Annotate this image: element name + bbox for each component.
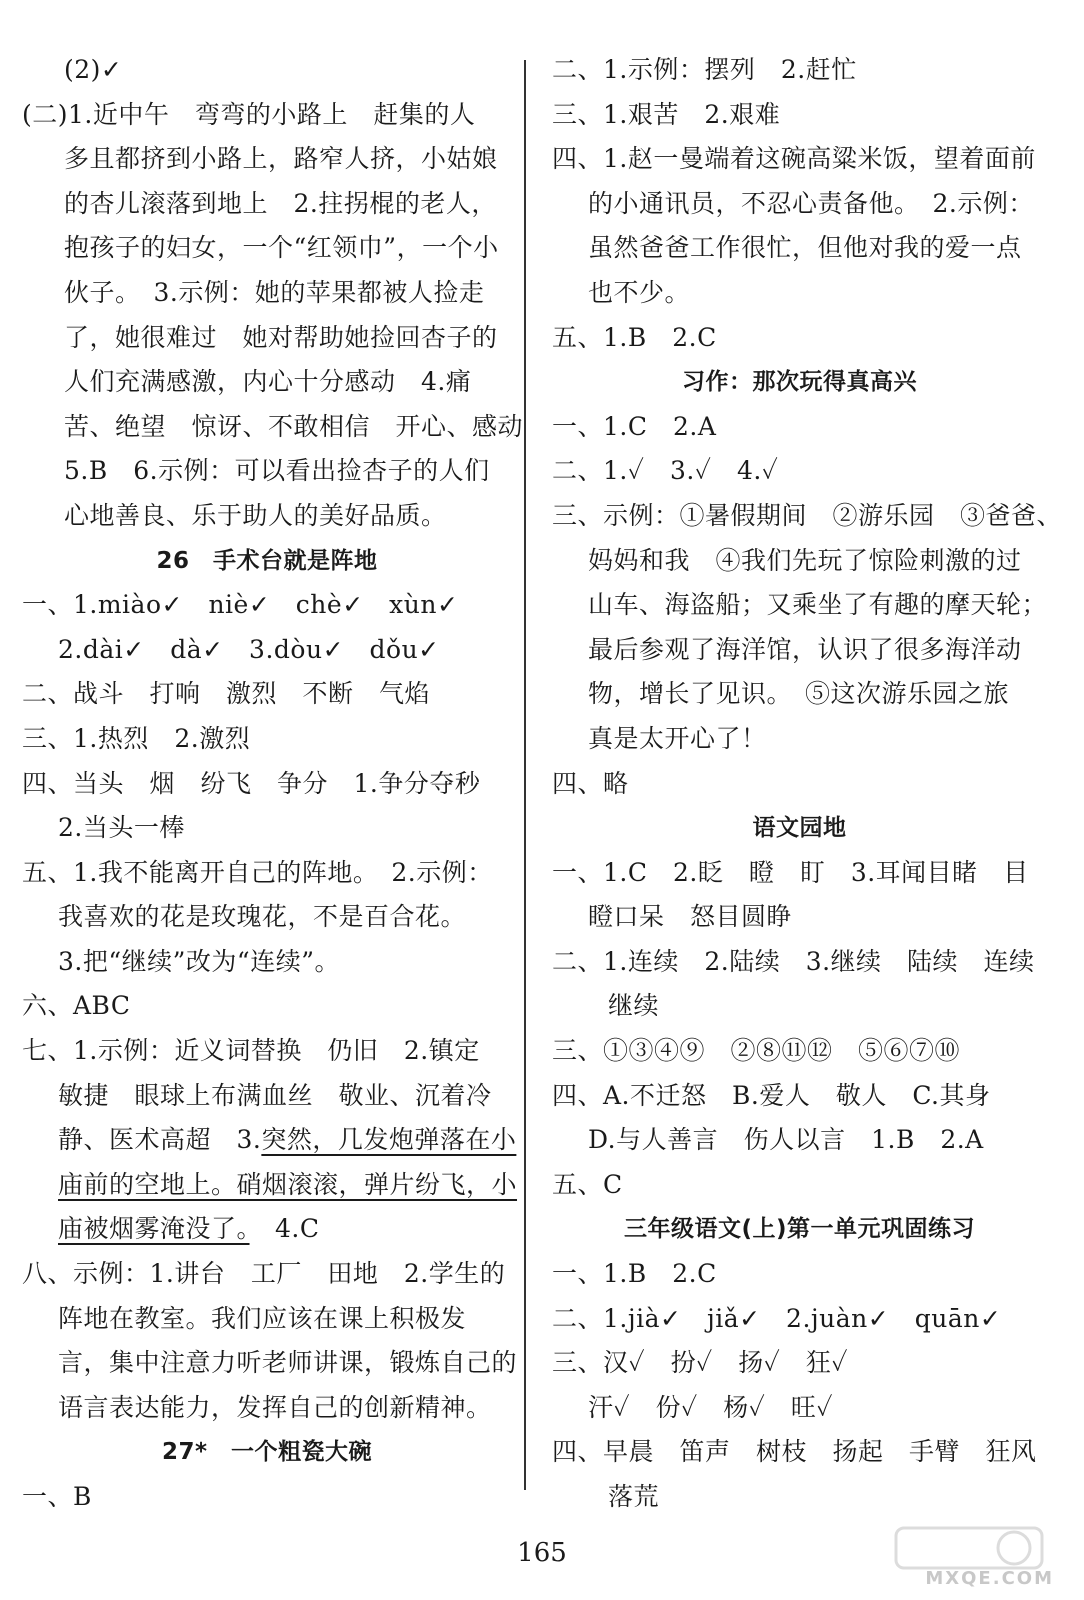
answer-line <box>552 628 1047 673</box>
answer-text: 一、1.miào✓ niè✓ chè✓ xùn✓ <box>22 590 459 620</box>
answer-line <box>22 940 512 985</box>
answer-text: 心地善良、乐于助人的美好品质。 <box>64 500 447 530</box>
answer-line <box>22 1029 512 1074</box>
left-column <box>22 48 524 1520</box>
section-heading <box>22 1430 512 1475</box>
answer-text: 伙子。 3.示例：她的苹果都被人捡走 <box>64 277 485 307</box>
answer-line <box>552 1163 1047 1208</box>
section-heading <box>552 360 1047 405</box>
page-number: 165 <box>517 1538 567 1568</box>
answer-line <box>552 405 1047 450</box>
answer-line <box>552 1297 1047 1342</box>
answer-line <box>22 717 512 762</box>
answer-text: 抱孩子的妇女，一个“红领巾”，一个小 <box>64 233 499 263</box>
answer-line <box>22 1252 512 1297</box>
answer-text: 八、示例：1.讲台 工厂 田地 2.学生的 <box>22 1259 506 1289</box>
answer-text: 五、1.B 2.C <box>552 322 717 352</box>
answer-line <box>22 360 512 405</box>
answer-text: 最后参观了海洋馆，认识了很多海洋动 <box>588 634 1022 664</box>
section-heading <box>552 1207 1047 1252</box>
answer-text: 物，增长了见识。 ⑤这次游乐园之旅 <box>588 679 1010 709</box>
answer-line <box>22 1074 512 1119</box>
answer-line <box>552 762 1047 807</box>
answer-line <box>552 1118 1047 1163</box>
answer-line <box>552 1029 1047 1074</box>
answer-line <box>552 182 1047 227</box>
answer-line <box>22 628 512 673</box>
answer-line <box>22 494 512 539</box>
answer-text: 三、1.热烈 2.激烈 <box>22 723 251 753</box>
answer-line <box>552 539 1047 584</box>
answer-text: 二、战斗 打响 激烈 不断 气焰 <box>22 679 431 709</box>
answer-line <box>22 271 512 316</box>
answer-line <box>22 1386 512 1431</box>
answer-text: 苦、绝望 惊讶、不敢相信 开心、感动 <box>64 411 524 441</box>
answer-line <box>552 1386 1047 1431</box>
answer-line <box>552 1074 1047 1119</box>
answer-line <box>22 762 512 807</box>
answer-text: 四、当头 烟 纷飞 争分 1.争分夺秒 <box>22 768 481 798</box>
answer-text: 的小通讯员，不忍心责备他。 2.示例： <box>588 188 1034 218</box>
answer-text: 习作：那次玩得真高兴 <box>682 369 917 396</box>
answer-text: 四、略 <box>552 768 629 798</box>
answer-line <box>22 851 512 896</box>
answer-line <box>552 494 1063 539</box>
answer-text: 2.当头一棒 <box>58 813 185 843</box>
answer-line <box>22 984 512 1029</box>
answer-text: 三、示例：①暑假期间 ②游乐园 ③爸爸、 <box>552 500 1063 530</box>
answer-text: 5.B 6.示例：可以看出捡杏子的人们 <box>64 456 490 486</box>
answer-line <box>552 271 1047 316</box>
answer-text: 继续 <box>608 991 660 1021</box>
section-heading <box>552 806 1047 851</box>
answer-text: 瞪口呆 怒目圆睁 <box>588 902 793 932</box>
answer-line <box>22 1297 512 1342</box>
answer-line <box>552 672 1047 717</box>
answer-text: 六、ABC <box>22 991 131 1021</box>
answer-line <box>22 1163 518 1208</box>
answer-text: 一、1.C 2.A <box>552 411 717 441</box>
answer-text: 多且都挤到小路上，路窄人挤，小姑娘 <box>64 144 498 174</box>
answer-line <box>552 93 1047 138</box>
answer-text: 四、1.赵一曼端着这碗高粱米饭，望着面前 <box>552 144 1036 174</box>
answer-text: 一、B <box>22 1482 92 1511</box>
answer-line <box>552 137 1047 182</box>
answer-text: 二、1.jià✓ jiǎ✓ 2.juàn✓ quān✓ <box>552 1303 1002 1333</box>
answer-line <box>22 806 512 851</box>
answer-line <box>22 1207 512 1252</box>
answer-text: 真是太开心了！ <box>588 723 767 753</box>
answer-text: 四、A.不迁怒 B.爱人 敬人 C.其身 <box>552 1080 991 1110</box>
answer-text: 三、1.艰苦 2.艰难 <box>552 99 781 129</box>
answer-line <box>22 93 512 138</box>
answer-text: 二、1.✓ 3.✓ 4.✓ <box>552 456 779 486</box>
answer-line <box>22 48 512 93</box>
answer-text: 五、1.我不能离开自己的阵地。 2.示例： <box>22 857 493 887</box>
answer-text: 语言表达能力，发挥自己的创新精神。 <box>58 1392 492 1422</box>
answer-text: 一、1.B 2.C <box>552 1259 717 1289</box>
answer-text: 26 手术台就是阵地 <box>156 547 378 574</box>
answer-line <box>552 1475 1047 1520</box>
underlined-text: 庙被烟雾淹没了。 <box>58 1214 250 1244</box>
answer-text: 也不少。 <box>588 277 691 307</box>
answer-text: 落荒 <box>608 1482 660 1511</box>
answer-line <box>22 895 512 940</box>
answer-line <box>22 405 524 450</box>
answer-text: 阵地在教室。我们应该在课上积极发 <box>58 1303 467 1333</box>
answer-line <box>22 449 512 494</box>
answer-line <box>552 1430 1047 1475</box>
answer-text: 27* 一个粗瓷大碗 <box>161 1439 373 1466</box>
answer-text: 言，集中注意力听老师讲课，锻炼自己的 <box>58 1348 518 1378</box>
answer-line <box>552 1252 1047 1297</box>
answer-text: 的杏儿滚落到地上 2.拄拐棍的老人， <box>64 188 497 218</box>
underlined-text: 庙前的空地上。硝烟滚滚，弹片纷飞，小 <box>58 1169 518 1199</box>
answer-text: (二)1.近中午 弯弯的小路上 赶集的人 <box>22 99 476 129</box>
answer-text: 山车、海盗船；又乘坐了有趣的摩天轮； <box>588 590 1048 620</box>
answer-line <box>552 984 1047 1029</box>
answer-text: 4.C <box>249 1214 320 1244</box>
answer-line <box>552 226 1047 271</box>
answer-text: D.与人善言 伤人以言 1.B 2.A <box>588 1125 984 1155</box>
answer-line <box>22 137 512 182</box>
answer-line <box>22 226 512 271</box>
answer-text: 三年级语文(上)第一单元巩固练习 <box>623 1216 976 1243</box>
answer-line <box>22 583 512 628</box>
answer-text: 人们充满感激，内心十分感动 4.痛 <box>64 367 472 397</box>
answer-text: 三、汉✓ 扮✓ 扬✓ 狂✓ <box>552 1348 849 1378</box>
answer-text: 四、早晨 笛声 树枝 扬起 手臂 狂风 <box>552 1437 1037 1467</box>
answer-text: 七、1.示例：近义词替换 仍旧 2.镇定 <box>22 1036 480 1066</box>
right-column <box>552 48 1063 1520</box>
answer-line <box>552 895 1047 940</box>
answer-line <box>552 1341 1047 1386</box>
answer-text: 二、1.连续 2.陆续 3.继续 陆续 连续 <box>552 946 1035 976</box>
answer-text: 妈妈和我 ④我们先玩了惊险刺激的过 <box>588 545 1022 575</box>
answer-line <box>22 672 512 717</box>
answer-text: 虽然爸爸工作很忙，但他对我的爱一点 <box>588 233 1022 263</box>
answer-line <box>552 316 1047 361</box>
answer-text: 一、1.C 2.眨 瞪 盯 3.耳闻目睹 目 <box>552 857 1029 887</box>
answer-line <box>552 583 1047 628</box>
answer-text: 3.把“继续”改为“连续”。 <box>58 946 340 976</box>
answer-text: 语文园地 <box>752 815 847 842</box>
answer-text: 三、①③④⑨ ②⑧⑪⑫ ⑤⑥⑦⑩ <box>552 1036 961 1066</box>
answer-line <box>552 851 1047 896</box>
answer-text: 我喜欢的花是玫瑰花，不是百合花。 <box>58 902 467 932</box>
answer-line <box>22 1475 512 1520</box>
answer-text: 了，她很难过 她对帮助她捡回杏子的 <box>64 322 498 352</box>
answer-text: 二、1.示例：摆列 2.赶忙 <box>552 55 857 84</box>
answer-text: 汗✓ 份✓ 杨✓ 旺✓ <box>588 1392 834 1422</box>
column-divider <box>524 60 526 1490</box>
section-heading <box>22 539 512 584</box>
answer-line <box>552 940 1047 985</box>
answer-text: (2)✓ <box>64 55 123 84</box>
answer-text: 五、C <box>552 1169 623 1199</box>
answer-text: 2.dài✓ dà✓ 3.dòu✓ dǒu✓ <box>58 634 440 664</box>
answer-line <box>552 48 1047 93</box>
watermark-text: MXQE.COM <box>925 1568 1054 1589</box>
answer-line <box>552 717 1047 762</box>
answer-text: 静、医术高超 3. <box>58 1125 262 1155</box>
answer-line <box>22 316 512 361</box>
answer-line <box>22 182 512 227</box>
answer-line <box>22 1118 517 1163</box>
answer-line <box>552 449 1047 494</box>
answer-line <box>22 1341 518 1386</box>
underlined-text: 突然，几发炮弹落在小 <box>261 1125 517 1155</box>
answer-text: 敏捷 眼球上布满血丝 敬业、沉着冷 <box>58 1080 492 1110</box>
